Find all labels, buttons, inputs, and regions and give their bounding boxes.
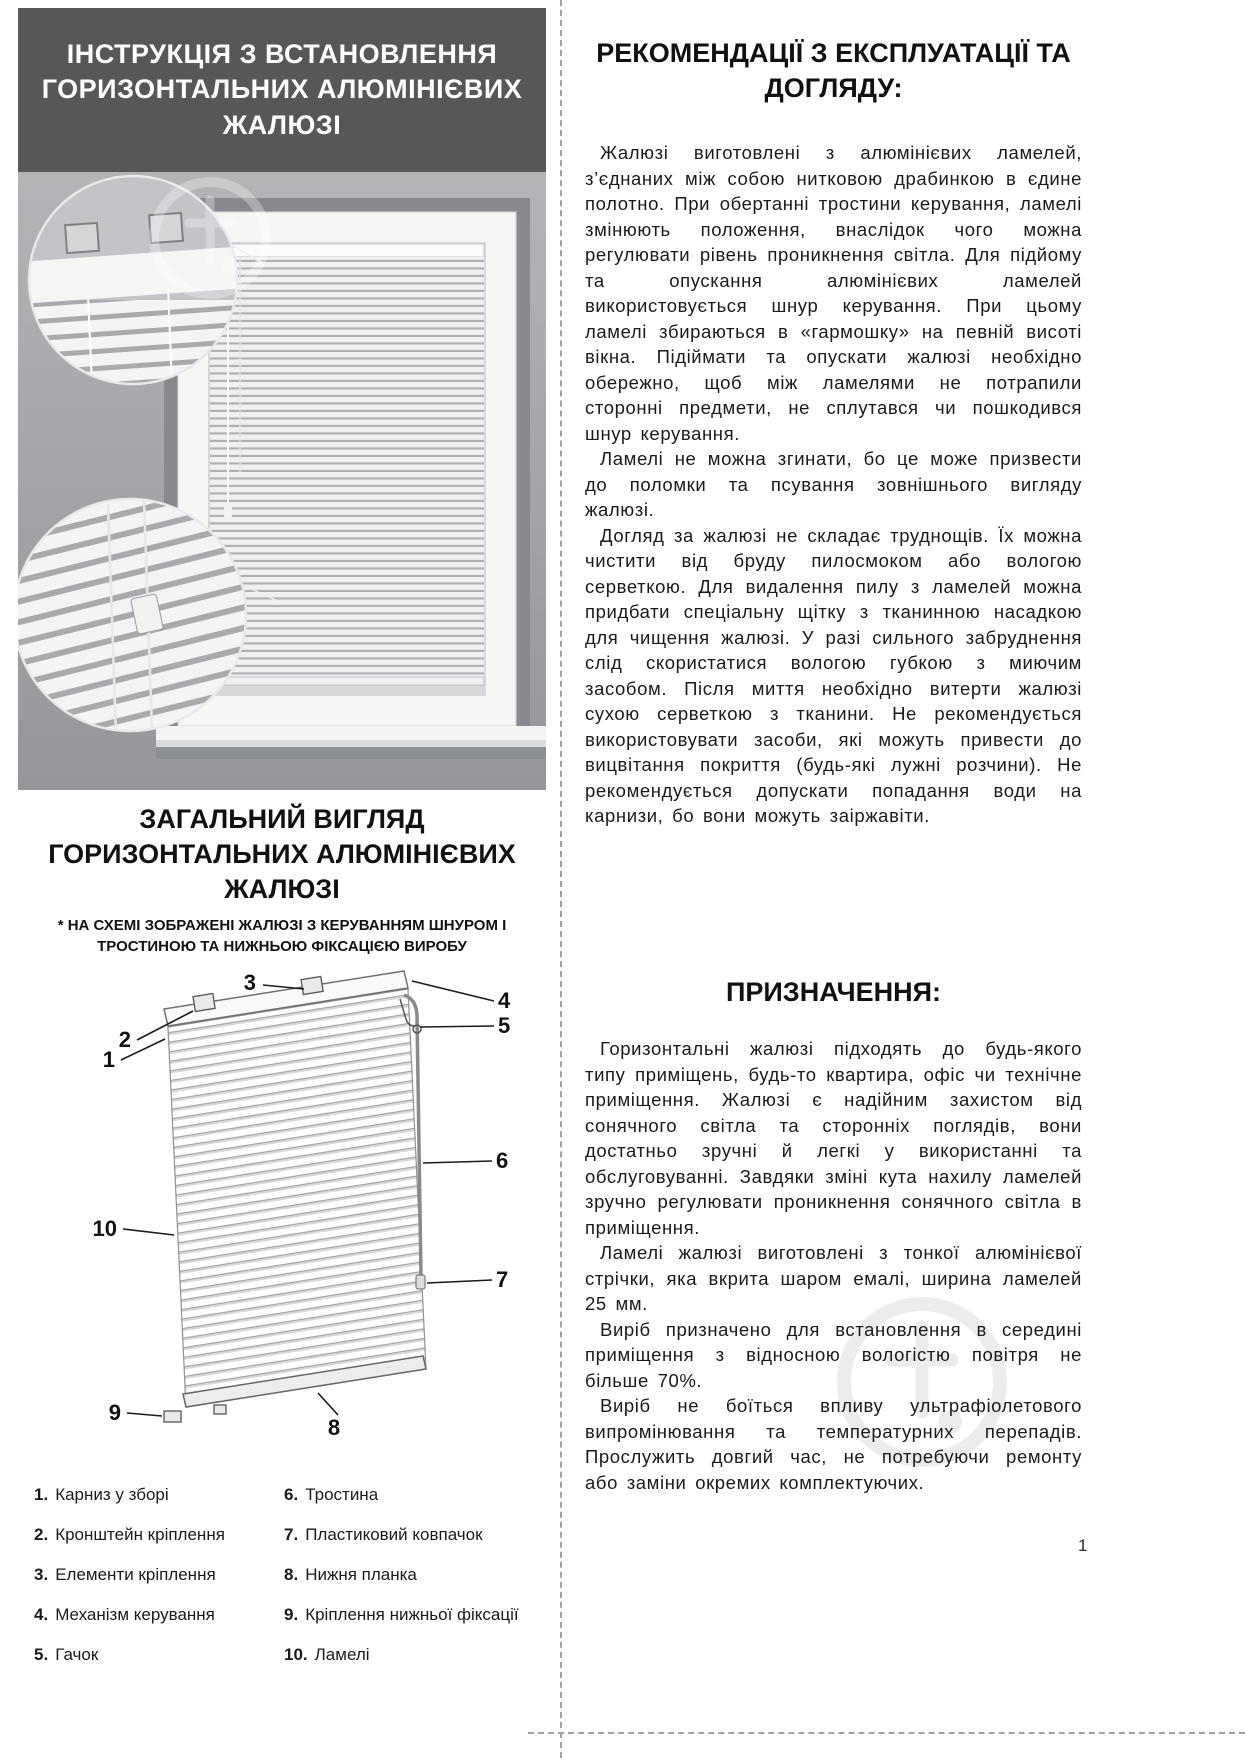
- legend-number: 3.: [34, 1565, 49, 1585]
- diagram-callout-number: 10: [92, 1216, 117, 1242]
- legend-item: [284, 1595, 546, 1635]
- legend-item: [284, 1555, 546, 1595]
- diagram-callout-number: 2: [118, 1027, 131, 1053]
- overview-note: * НА СХЕМІ ЗОБРАЖЕНІ ЖАЛЮЗІ З КЕРУВАННЯМ ШНУРОМ І ТРОСТИНОЮ ТА НИЖНЬОЮ ФІКСАЦІЄЮ ВИРОБУ: [57, 917, 507, 956]
- purpose-body: [585, 1036, 1082, 1495]
- recommendations-title: РЕКОМЕНДАЦІЇ З ЕКСПЛУАТАЦІЇ ТА ДОГЛЯДУ:: [596, 38, 1071, 104]
- diagram-callout-number: 1: [102, 1047, 115, 1073]
- legend-label: Кріплення нижньої фіксації: [305, 1605, 519, 1625]
- legend-item: [284, 1515, 546, 1555]
- legend-number: 6.: [284, 1485, 299, 1505]
- left-column: [18, 8, 546, 1675]
- windowsill: [156, 726, 546, 759]
- purpose-paragraph: Виріб не боїться впливу ультрафіолетового випромінювання та температурних перепадів. Прослужить довгий час, не потребуючи ремонту або заміни окремих комплектуючих.: [585, 1395, 1082, 1493]
- recommendations-paragraph: Ламелі не можна згинати, бо це може призвести до поломки та псування зовнішнього вигляду жалюзі.: [585, 448, 1082, 521]
- legend-item: [34, 1635, 284, 1675]
- page-number: 1: [1078, 1536, 1088, 1555]
- bottom-divider: [528, 1732, 1245, 1734]
- legend-label: Елементи кріплення: [55, 1565, 216, 1585]
- diagram-bottom-fixation: [164, 1405, 226, 1422]
- legend-number: 4.: [34, 1605, 49, 1625]
- legend-label: Карниз у зборі: [55, 1485, 169, 1505]
- legend-label: Кронштейн кріплення: [55, 1525, 225, 1545]
- diagram-slats: [168, 989, 426, 1407]
- legend-number: 1.: [34, 1485, 49, 1505]
- legend-column-right: [284, 1475, 546, 1675]
- recommendations-paragraph: Жалюзі виготовлені з алюмінієвих ламелей, з’єднаних між собою нитковою драбинкою в єдине полотно. При обертанні тростини керування, ламелі змінюють положення, внаслідок чого можна регулювати рівень проникнення світла. Для підйому та опускання алюмінієвих ламелей використовується шнур керування. При цьому ламелі збираються в «гармошку» на певній висоті вікна. Підіймати та опускати жалюзі необхідно обережно, щоб між ламелями не потрапили сторонні предмети, не сплутався чи пошкодився шнур керування.: [585, 142, 1082, 444]
- purpose-paragraph: Горизонтальні жалюзі підходять до будь-якого типу приміщень, будь-то квартира, офіс чи технічне приміщення. Жалюзі є надійним захистом від сонячного світла та сторонніх поглядів, вони достатньо зручні й легкі у використанні та обслуговуванні. Завдяки зміні кута нахилу ламелей зручно регулювати проникнення сонячного світла в приміщення.: [585, 1038, 1082, 1238]
- purpose-title: ПРИЗНАЧЕННЯ:: [725, 977, 942, 1007]
- diagram-callout-number: 8: [327, 1415, 341, 1441]
- legend-number: 8.: [284, 1565, 299, 1585]
- purpose-paragraph: Ламелі жалюзі виготовлені з тонкої алюмінієвої стрічки, яка вкрита шаром емалі, ширина ламелей 25 мм.: [585, 1242, 1082, 1315]
- purpose-paragraph: Виріб призначено для встановлення в середині приміщення з відносною вологістю повітря не більше 70%.: [585, 1318, 1082, 1391]
- legend-number: 2.: [34, 1525, 49, 1545]
- legend-label: Пластиковий ковпачок: [305, 1525, 483, 1545]
- legend-number: 5.: [34, 1645, 49, 1665]
- legend-item: [284, 1635, 546, 1675]
- legend-item: [34, 1595, 284, 1635]
- diagram-callout-number: 4: [498, 988, 511, 1014]
- purpose-section: [585, 975, 1082, 1495]
- legend-item: [284, 1475, 546, 1515]
- recommendations-paragraph: Догляд за жалюзі не складає труднощів. Їх можна чистити від бруду пилосмоком або вологою серветкою. Для видалення пилу з ламелей можна придбати спеціальну щітку з тканинною насадкою для чищення жалюзі. У разі сильного забруднення слід скористатися вологою губкою з миючим засобом. Після миття необхідно витерти жалюзі сухою серветкою з тканини. Не рекомендується використовувати засоби, які можуть привести до вицвітання покриття (будь-які лужні розчини). Не рекомендується допускати попадання води на карнизи, бо вони можуть заіржавіти.: [585, 524, 1082, 827]
- blinds-diagram: [18, 963, 546, 1455]
- install-title-banner: [18, 8, 546, 172]
- legend-number: 7.: [284, 1525, 299, 1545]
- legend-label: Механізм керування: [55, 1605, 215, 1625]
- diagram-callout-number: 3: [243, 970, 256, 996]
- legend-item: [34, 1555, 284, 1595]
- right-column: [585, 36, 1082, 1726]
- legend-label: Нижня планка: [305, 1565, 417, 1585]
- window-blinds: [210, 244, 484, 685]
- recommendations-body: [585, 140, 1082, 829]
- legend-label: Тростина: [305, 1485, 379, 1505]
- legend-column-left: [34, 1475, 284, 1675]
- diagram-callout-number: 9: [108, 1400, 121, 1426]
- diagram-callout-number: 5: [498, 1013, 511, 1039]
- diagram-callout-number: 6: [496, 1148, 509, 1174]
- install-title: ІНСТРУКЦІЯ З ВСТАНОВЛЕННЯ ГОРИЗОНТАЛЬНИХ АЛЮМІНІЄВИХ ЖАЛЮЗІ: [41, 38, 523, 140]
- blinds-photo: [18, 172, 546, 790]
- legend-item: [34, 1475, 284, 1515]
- legend-label: Гачок: [55, 1645, 99, 1665]
- overview-title: ЗАГАЛЬНИЙ ВИГЛЯД ГОРИЗОНТАЛЬНИХ АЛЮМІНІЄВИХ ЖАЛЮЗІ: [48, 804, 516, 905]
- blinds-diagram-illustration: [18, 963, 546, 1455]
- legend-item: [34, 1515, 284, 1555]
- legend-label: Ламелі: [314, 1645, 370, 1665]
- blinds-photo-illustration: [18, 172, 546, 790]
- legend-number: 9.: [284, 1605, 299, 1625]
- legend-number: 10.: [284, 1645, 308, 1665]
- diagram-legend: [18, 1475, 546, 1675]
- diagram-callout-number: 7: [496, 1267, 509, 1293]
- column-divider: [560, 0, 562, 1758]
